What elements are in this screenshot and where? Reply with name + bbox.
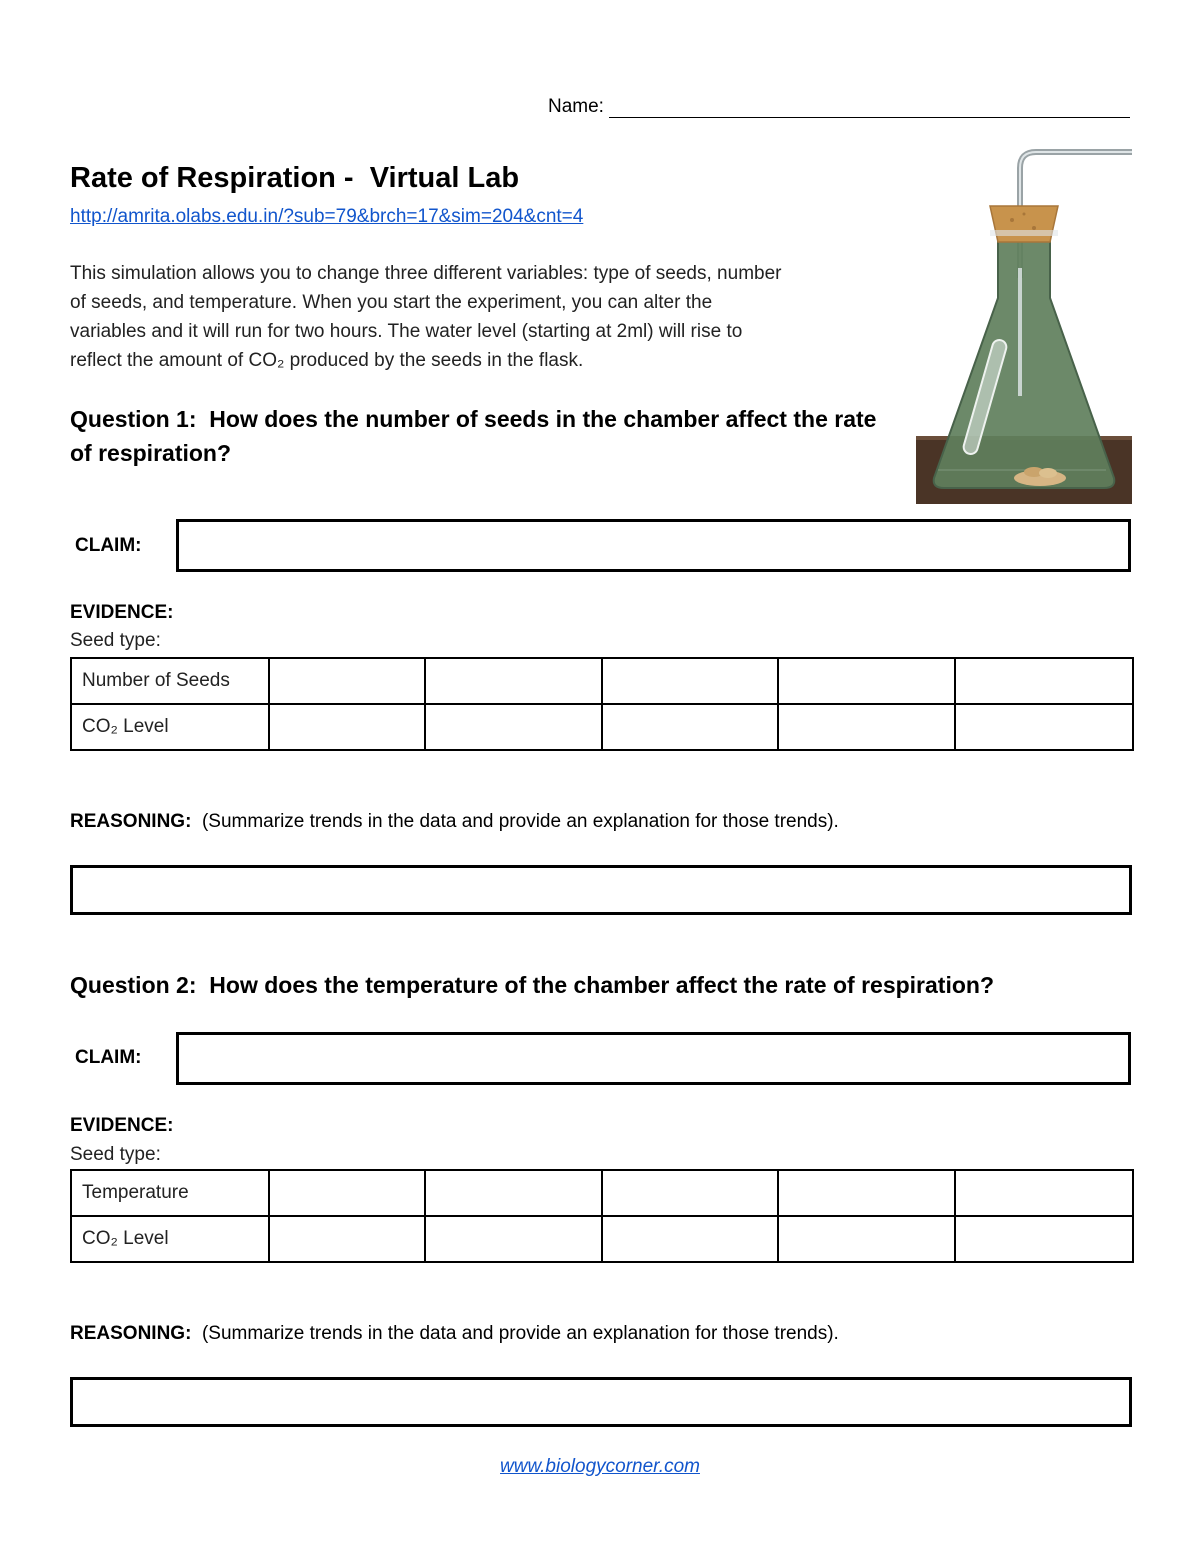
- q1-reasoning-hint: (Summarize trends in the data and provide an explanation for those trends).: [191, 811, 839, 832]
- footer-link[interactable]: www.biologycorner.com: [500, 1456, 700, 1477]
- q2-claim-label: CLAIM:: [75, 1047, 142, 1068]
- q2-reasoning-box[interactable]: [70, 1377, 1132, 1427]
- table-cell[interactable]: [955, 1170, 1133, 1216]
- q1-reasoning-prompt: [70, 811, 839, 833]
- table-cell[interactable]: [425, 1170, 602, 1216]
- q1-evidence-table: [70, 657, 1134, 751]
- name-label: Name:: [548, 96, 604, 117]
- q1-reasoning-label: REASONING:: [70, 811, 192, 832]
- table-row: [71, 1170, 1133, 1216]
- table-row: [71, 1216, 1133, 1262]
- q1-seed-type-label: Seed type:: [70, 630, 161, 651]
- intro-line: variables and it will run for two hours. The water level (starting at 2ml) will rise to: [70, 321, 743, 342]
- row-header: Number of Seeds: [71, 658, 269, 704]
- table-cell[interactable]: [269, 704, 425, 750]
- q1-claim-label: CLAIM:: [75, 535, 142, 556]
- name-input-line[interactable]: [609, 117, 1130, 118]
- table-cell[interactable]: [425, 658, 602, 704]
- intro-line: This simulation allows you to change three different variables: type of seeds, number: [70, 263, 782, 284]
- question-1-heading: Question 1: How does the number of seeds in the chamber affect the rate of respiration?: [70, 406, 883, 466]
- table-cell[interactable]: [269, 1170, 425, 1216]
- q1-claim-box[interactable]: [176, 519, 1131, 572]
- q2-seed-type-label: Seed type:: [70, 1144, 161, 1165]
- table-row: [71, 658, 1133, 704]
- intro-line: reflect the amount of CO₂ produced by the seeds in the flask.: [70, 350, 584, 371]
- table-cell[interactable]: [602, 1170, 778, 1216]
- simulation-link[interactable]: http://amrita.olabs.edu.in/?sub=79&brch=17&sim=204&cnt=4: [70, 206, 584, 227]
- q2-evidence-label: EVIDENCE:: [70, 1115, 174, 1136]
- q1-reasoning-box[interactable]: [70, 865, 1132, 915]
- table-cell[interactable]: [425, 1216, 602, 1262]
- intro-paragraph: [70, 259, 900, 375]
- table-cell[interactable]: [778, 1170, 955, 1216]
- q1-evidence-label: EVIDENCE:: [70, 602, 174, 623]
- question-2-heading: Question 2: How does the temperature of the chamber affect the rate of respiration?: [70, 972, 994, 998]
- table-cell[interactable]: [778, 704, 955, 750]
- page-title: Rate of Respiration - Virtual Lab: [70, 162, 520, 194]
- table-cell[interactable]: [602, 704, 778, 750]
- q2-claim-box[interactable]: [176, 1032, 1131, 1085]
- table-cell[interactable]: [602, 1216, 778, 1262]
- table-cell[interactable]: [269, 658, 425, 704]
- table-cell[interactable]: [425, 704, 602, 750]
- table-cell[interactable]: [955, 704, 1133, 750]
- table-row: [71, 704, 1133, 750]
- row-header: CO₂ Level: [71, 1216, 269, 1262]
- q2-reasoning-hint: (Summarize trends in the data and provide an explanation for those trends).: [191, 1323, 839, 1344]
- table-cell[interactable]: [778, 1216, 955, 1262]
- q2-reasoning-label: REASONING:: [70, 1323, 192, 1344]
- row-header: Temperature: [71, 1170, 269, 1216]
- table-cell[interactable]: [955, 1216, 1133, 1262]
- q2-reasoning-prompt: [70, 1323, 839, 1345]
- erlenmeyer-flask-icon: [916, 148, 1132, 504]
- table-cell[interactable]: [269, 1216, 425, 1262]
- table-cell[interactable]: [602, 658, 778, 704]
- table-cell[interactable]: [778, 658, 955, 704]
- q2-evidence-table: [70, 1169, 1134, 1263]
- row-header: CO₂ Level: [71, 704, 269, 750]
- table-cell[interactable]: [955, 658, 1133, 704]
- intro-line: of seeds, and temperature. When you start the experiment, you can alter the: [70, 292, 713, 313]
